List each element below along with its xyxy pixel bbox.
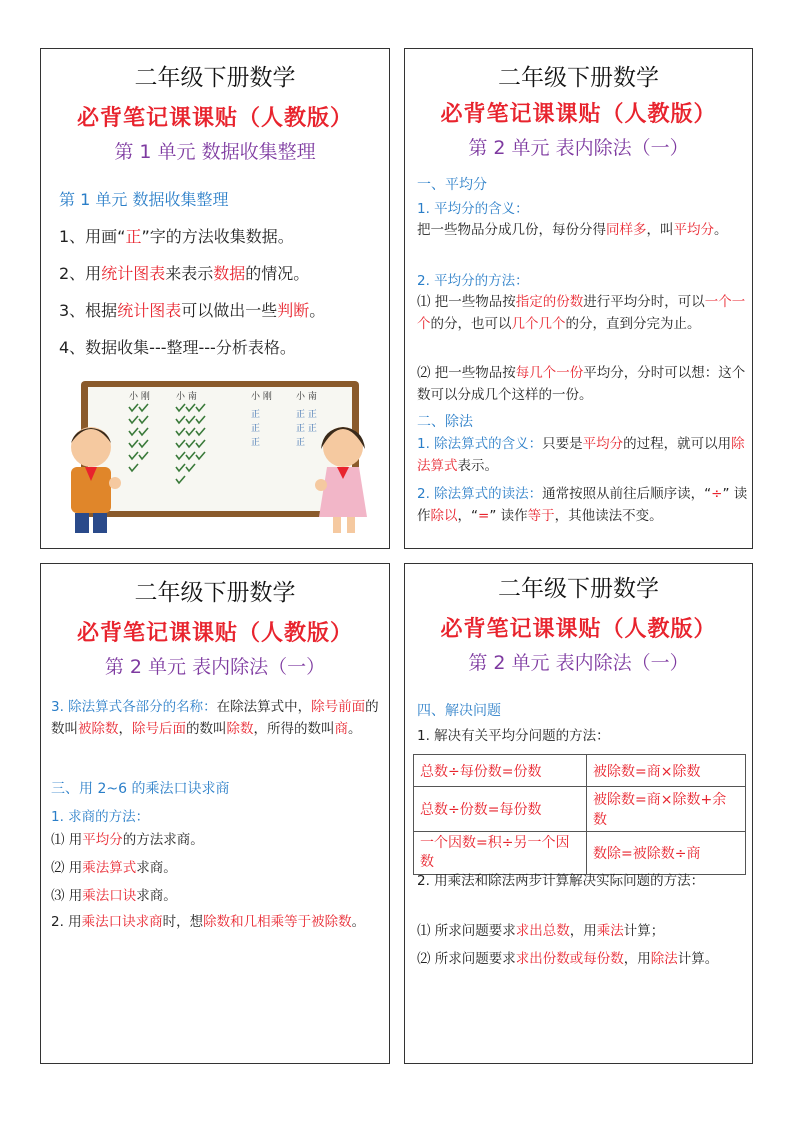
- formula-table: [413, 754, 746, 875]
- table-cell: 总数÷每份数=份数: [414, 755, 587, 787]
- board-header-4: 小 南: [296, 392, 317, 402]
- table-cell: 一个因数=积÷另一个因数: [414, 832, 587, 875]
- girl-figure: [315, 427, 367, 533]
- section-heading: 第 1 单元 数据收集整理: [59, 190, 229, 209]
- unit-heading: 第 1 单元 数据收集整理: [114, 141, 316, 163]
- quotient-method-3: ⑶ 用乘法口诀求商。: [51, 888, 177, 904]
- card-title: 二年级下册数学: [134, 580, 296, 606]
- board-tally-4: 正 正: [296, 410, 317, 420]
- board-header-1: 小 刚: [129, 392, 150, 402]
- quotient-method-2: ⑵ 用乘法算式求商。: [51, 860, 177, 876]
- section-quotient: 三、用 2~6 的乘法口诀求商: [51, 781, 230, 797]
- item-2: 2、用统计图表来表示数据的情况。: [59, 264, 310, 283]
- board-header-2: 小 南: [176, 392, 197, 402]
- card-subtitle: 必背笔记课课贴（人教版）: [440, 616, 717, 642]
- board-tally-3: 正: [251, 438, 261, 448]
- card-title: 二年级下册数学: [134, 65, 296, 91]
- section-division: 二、除法: [417, 414, 473, 430]
- board-tally-6: 正: [296, 438, 306, 448]
- unit-heading: 第 2 单元 表内除法（一）: [468, 137, 689, 159]
- subsection-quotient-method: 1. 求商的方法：: [51, 809, 150, 825]
- item-3: 3、根据统计图表可以做出一些判断。: [59, 301, 326, 320]
- card-title: 二年级下册数学: [498, 65, 659, 91]
- table-row: [414, 832, 746, 875]
- para-meaning: 把一些物品分成几份，每份分得同样多，叫平均分。: [417, 222, 728, 238]
- table-cell: 数除=被除数÷商: [587, 832, 746, 875]
- para-division-parts: 3. 除法算式各部分的名称：在除法算式中，除号前面的数叫被除数，除号后面的数叫除数，所得的数叫商。: [51, 699, 379, 737]
- two-step-1: ⑴ 所求问题要求求出总数，用乘法计算；: [417, 923, 665, 939]
- board-header-3: 小 刚: [251, 392, 272, 402]
- item-4: 4、数据收集---整理---分析表格。: [59, 338, 296, 357]
- card-subtitle: 必背笔记课课贴（人教版）: [76, 105, 353, 131]
- table-row: [414, 755, 746, 787]
- quotient-tip: 2. 用乘法口诀求商时，想除数和几相乘等于被除数。: [51, 914, 366, 930]
- para-division-reading: 2. 除法算式的读法：通常按照从前往后顺序读，“÷” 读作除以，“=” 读作等于，其他读法不变。: [417, 486, 748, 524]
- item-1: 1、用画“正”字的方法收集数据。: [59, 227, 294, 246]
- para-method-1: ⑴ 把一些物品按指定的份数进行平均分时，可以一个一个的分，也可以几个几个的分，直到分完为止。: [417, 294, 746, 332]
- table-row: [414, 787, 746, 832]
- card-unit2-part2: [40, 563, 390, 1064]
- para-division-meaning: 1. 除法算式的含义：只要是平均分的过程，就可以用除法算式表示。: [417, 436, 745, 474]
- board-tally-2: 正: [251, 424, 261, 434]
- tally-board-illustration: [51, 379, 381, 539]
- section-solve: 四、解决问题: [417, 703, 501, 719]
- card-title: 二年级下册数学: [498, 576, 659, 602]
- para-method-2: ⑵ 把一些物品按每几个一份平均分，分时可以想：这个数可以分成几个这样的一份。: [417, 365, 746, 403]
- table-cell: 被除数=商×除数+余数: [587, 787, 746, 832]
- unit-heading: 第 2 单元 表内除法（一）: [104, 656, 326, 678]
- board-tally-1: 正: [251, 410, 261, 420]
- card-unit2-part3: [404, 563, 753, 1064]
- table-cell: 总数÷份数=每份数: [414, 787, 587, 832]
- subsection-meaning: 1. 平均分的含义：: [417, 201, 529, 217]
- subsection-two-step: 2. 用乘法和除法两步计算解决实际问题的方法：: [417, 873, 705, 889]
- two-step-2: ⑵ 所求问题要求求出份数或每份数，用除法计算。: [417, 951, 719, 967]
- board-tally-5: 正 正: [296, 424, 317, 434]
- card-unit1: [40, 48, 390, 549]
- card-subtitle: 必背笔记课课贴（人教版）: [76, 620, 353, 646]
- subsection-average-method: 1. 解决有关平均分问题的方法：: [417, 728, 610, 744]
- unit-heading: 第 2 单元 表内除法（一）: [468, 652, 689, 674]
- section-average: 一、平均分: [417, 177, 487, 193]
- quotient-method-1: ⑴ 用平均分的方法求商。: [51, 832, 204, 848]
- card-subtitle: 必背笔记课课贴（人教版）: [440, 101, 717, 127]
- subsection-method: 2. 平均分的方法：: [417, 273, 529, 289]
- table-cell: 被除数=商×除数: [587, 755, 746, 787]
- card-unit2-part1: [404, 48, 753, 549]
